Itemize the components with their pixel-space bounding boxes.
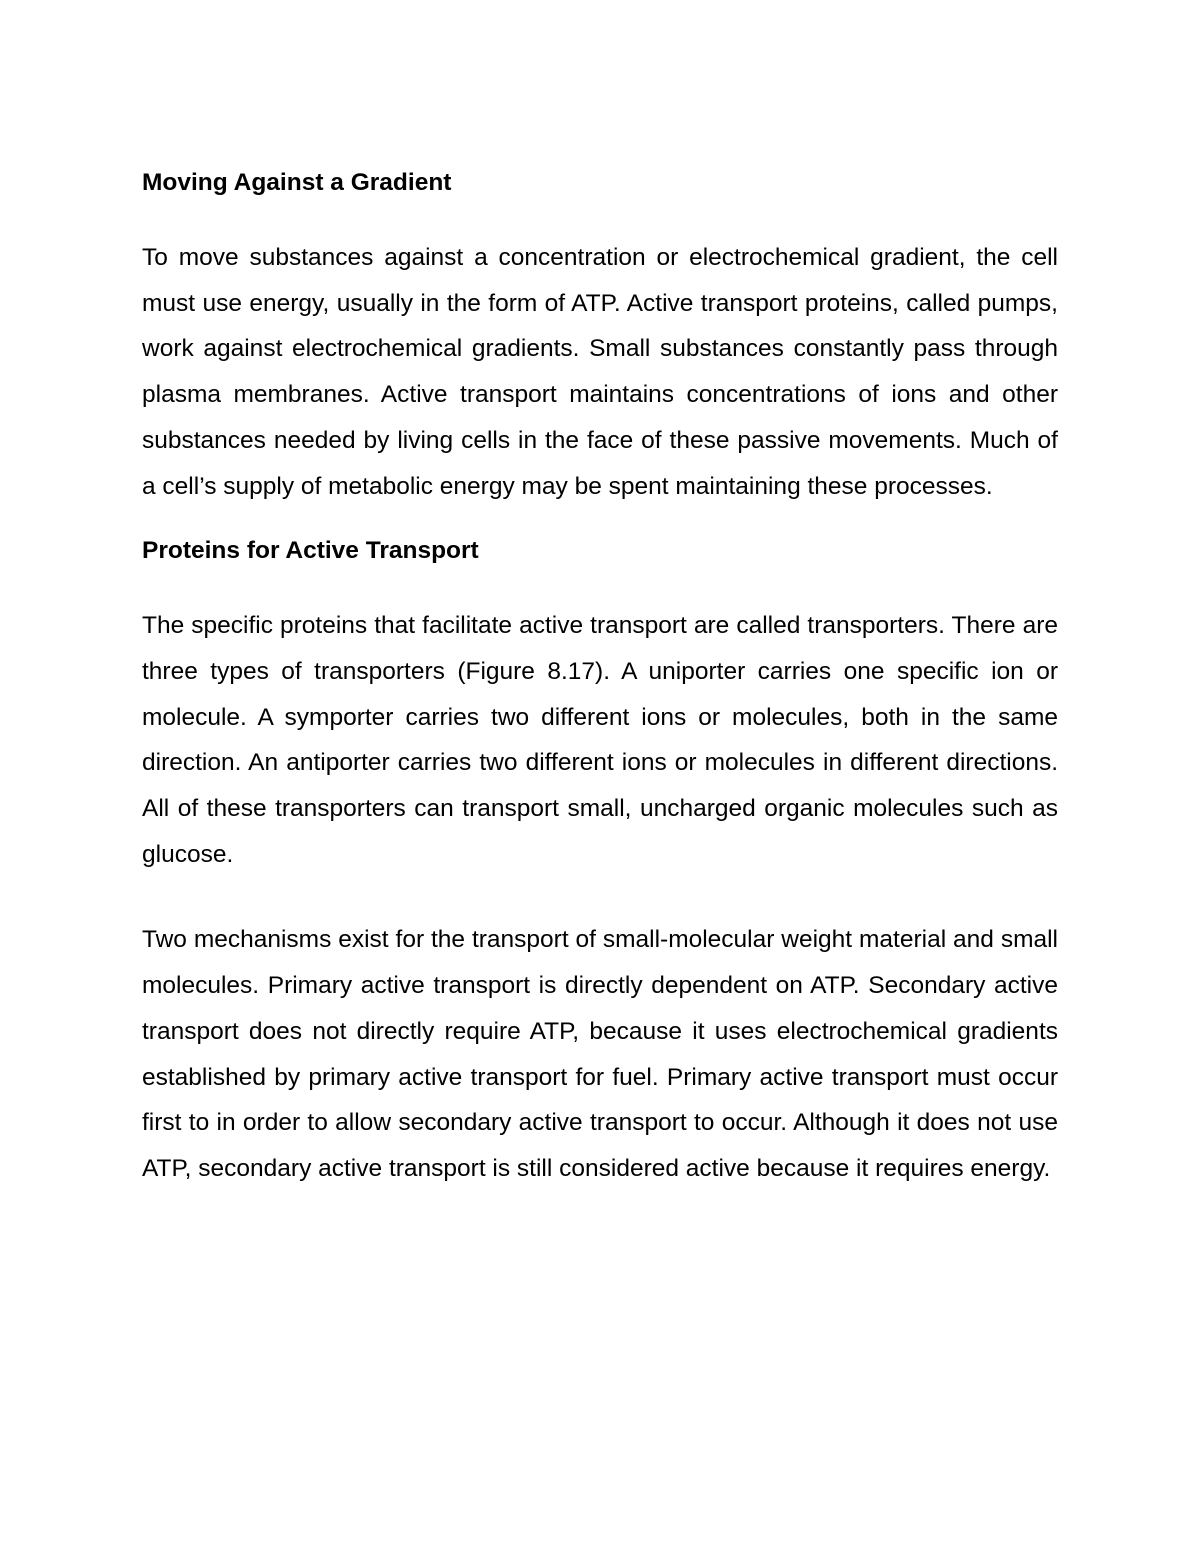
section-heading-moving-against-gradient: Moving Against a Gradient [142,169,452,196]
paragraph-transport-mechanisms: Two mechanisms exist for the transport of small-molecular weight material and small molecules. Primary active transport is directly dependent on ATP. Secondary active transport does not directly require ATP, because it uses electrochemical gradients established by primary active transport for fuel. Primary active transport must occur first to in order to allow secondary active transport to occur. Although it does not use ATP, secondary active transport is still considered active because it requires energy. [142,926,1058,1182]
paragraph-transporter-types: The specific proteins that facilitate active transport are called transporters. There are three types of transporters (Figure 8.17). A uniporter carries one specific ion or molecule. A symporter carries two different ions or molecules, both in the same direction. An antiporter carries two different ions or molecules in different directions. All of these transporters can transport small, uncharged organic molecules such as glucose. [142,612,1058,868]
document-body [142,163,1058,1192]
section-heading-proteins-active-transport: Proteins for Active Transport [142,537,479,565]
paragraph-active-transport-energy: To move substances against a concentration or electrochemical gradient, the cell must use energy, usually in the form of ATP. Active transport proteins, called pumps, work against electrochemical gradients. Small substances constantly pass through plasma membranes. Active transport maintains concentrations of ions and other substances needed by living cells in the face of these passive movements. Much of a cell’s supply of metabolic energy may be spent maintaining these processes. [142,244,1058,500]
